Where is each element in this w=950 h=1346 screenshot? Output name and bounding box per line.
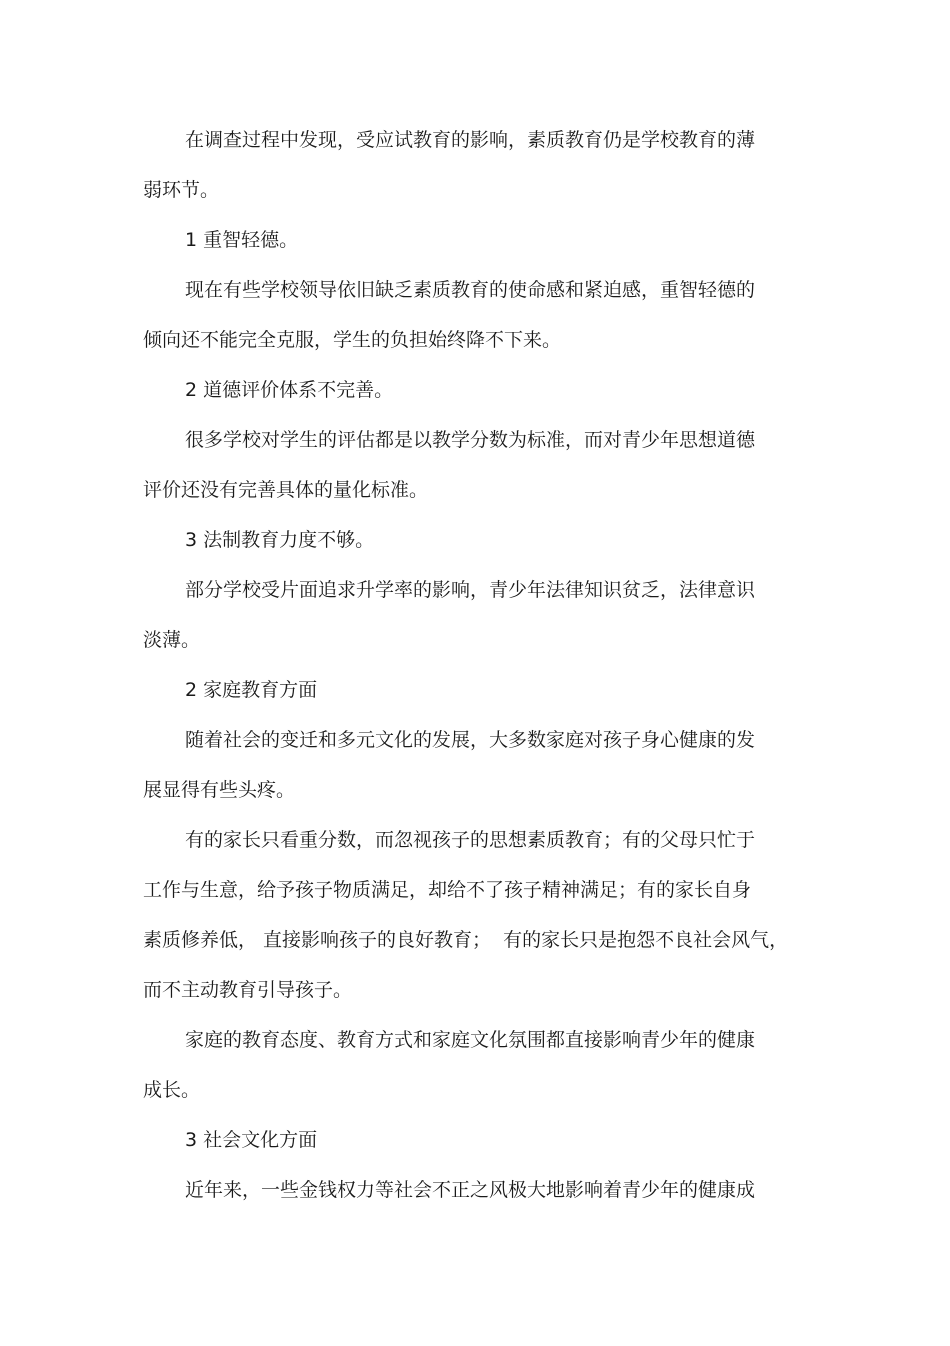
paragraph-line: 近年来，一些金钱权力等社会不正之风极大地影响着青少年的健康成 [185,1179,756,1201]
paragraph-line: 部分学校受片面追求升学率的影响，青少年法律知识贫乏，法律意识 [185,579,756,601]
paragraph-line: 而不主动教育引导孩子。 [143,979,353,1001]
paragraph-line: 成长。 [143,1079,201,1101]
paragraph-line: 现在有些学校领导依旧缺乏素质教育的使命感和紧迫感，重智轻德的 [185,279,756,301]
section-heading: 2 道德评价体系不完善。 [185,379,394,401]
section-heading: 1 重智轻德。 [185,229,299,251]
section-heading: 3 法制教育力度不够。 [185,529,375,551]
paragraph-line: 很多学校对学生的评估都是以教学分数为标准，而对青少年思想道德 [185,429,756,451]
paragraph-line: 在调查过程中发现，受应试教育的影响，素质教育仍是学校教育的薄 [185,129,756,151]
paragraph-line: 工作与生意，给予孩子物质满足，却给不了孩子精神满足；有的家长自身 [143,879,752,901]
section-heading: 2 家庭教育方面 [185,679,318,701]
paragraph-line: 展显得有些头疼。 [143,779,296,801]
paragraph-line: 弱环节。 [143,179,220,201]
paragraph-line: 素质修养低， 直接影响孩子的良好教育； 有的家长只是抱怨不良社会风气， [143,929,789,951]
paragraph-line: 淡薄。 [143,629,201,651]
paragraph-line: 倾向还不能完全克服，学生的负担始终降不下来。 [143,329,562,351]
paragraph-line: 评价还没有完善具体的量化标准。 [143,479,429,501]
paragraph-line: 家庭的教育态度、教育方式和家庭文化氛围都直接影响青少年的健康 [185,1029,756,1051]
paragraph-line: 有的家长只看重分数，而忽视孩子的思想素质教育；有的父母只忙于 [185,829,756,851]
paragraph-line: 随着社会的变迁和多元文化的发展，大多数家庭对孩子身心健康的发 [185,729,756,751]
section-heading: 3 社会文化方面 [185,1129,318,1151]
